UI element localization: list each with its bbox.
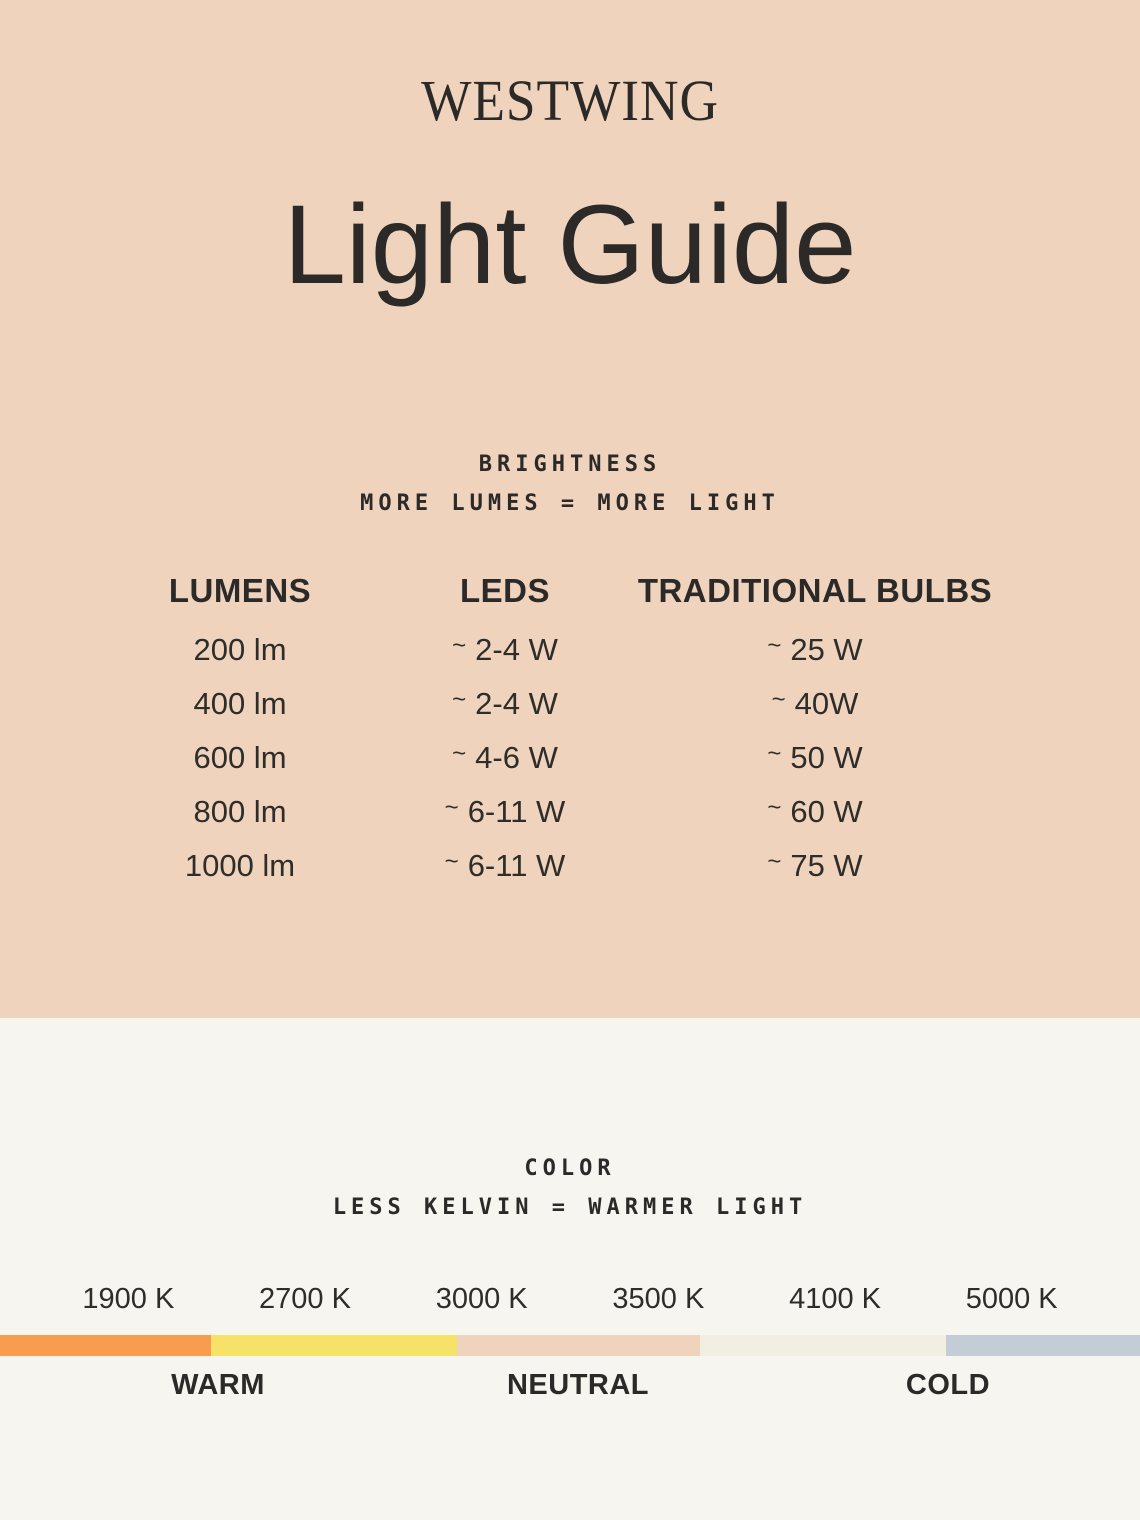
traditional-cell [630, 794, 1000, 830]
leds-value: 6-11 W [467, 794, 566, 830]
table-row [100, 731, 1000, 785]
brightness-subheading: MORE LUMES = MORE LIGHT [360, 491, 780, 517]
table-row [100, 785, 1000, 839]
column-header-lumens: LUMENS [168, 572, 312, 610]
swatch-cold-blue-gray [946, 1335, 1140, 1356]
kelvin-scale-labels [0, 1283, 1140, 1316]
leds-cell [380, 632, 630, 668]
kelvin-label: 3500 K [612, 1283, 705, 1315]
leds-cell [380, 794, 630, 830]
approx-tilde: ~ [452, 632, 467, 660]
kelvin-label: 4100 K [789, 1283, 881, 1315]
traditional-value: 75 W [790, 848, 863, 884]
approx-tilde: ~ [767, 794, 782, 822]
traditional-cell [630, 686, 1000, 722]
traditional-cell [630, 632, 1000, 668]
lumens-cell: 1000 lm [184, 848, 296, 884]
leds-value: 6-11 W [467, 848, 566, 884]
lumens-cell: 600 lm [193, 740, 287, 776]
leds-cell [380, 740, 630, 776]
color-temperature-section [0, 1018, 1140, 1520]
kelvin-label: 3000 K [435, 1283, 528, 1315]
approx-tilde: ~ [444, 794, 459, 822]
traditional-cell [630, 848, 1000, 884]
kelvin-label: 1900 K [82, 1283, 175, 1315]
neutral-label: NEUTRAL [506, 1369, 650, 1401]
approx-tilde: ~ [444, 848, 459, 876]
brightness-heading: BRIGHTNESS [478, 452, 662, 478]
westwing-logo: WESTWING [421, 68, 719, 133]
warm-label: WARM [171, 1369, 265, 1401]
lumens-cell: 400 lm [193, 686, 287, 722]
swatch-neutral-cream [700, 1335, 946, 1356]
table-header-row [100, 569, 1000, 613]
column-header-leds: LEDS [459, 572, 550, 610]
lumens-wattage-table [100, 569, 1000, 893]
color-heading: COLOR [524, 1156, 616, 1181]
traditional-value: 60 W [790, 794, 863, 830]
table-row [100, 839, 1000, 893]
leds-cell [380, 686, 630, 722]
table-row [100, 677, 1000, 731]
page-title: Light Guide [283, 182, 857, 307]
color-temperature-bar [0, 1335, 1140, 1356]
table-row [100, 623, 1000, 677]
lumens-cell: 800 lm [193, 794, 287, 830]
approx-tilde: ~ [452, 740, 467, 768]
leds-value: 2-4 W [475, 686, 558, 722]
table-body [100, 623, 1000, 893]
lumens-cell: 200 lm [193, 632, 287, 668]
swatch-warm-yellow [211, 1335, 457, 1356]
column-header-traditional-bulbs: TRADITIONAL BULBS [637, 572, 993, 610]
cold-label: COLD [905, 1369, 991, 1401]
swatch-neutral-peach [457, 1335, 700, 1356]
kelvin-label: 2700 K [259, 1283, 351, 1315]
leds-cell [380, 848, 630, 884]
traditional-value: 40W [794, 686, 859, 722]
traditional-value: 25 W [790, 632, 863, 668]
leds-value: 4-6 W [475, 740, 558, 776]
approx-tilde: ~ [452, 686, 467, 714]
approx-tilde: ~ [767, 740, 782, 768]
kelvin-label: 5000 K [965, 1283, 1058, 1315]
traditional-cell [630, 740, 1000, 776]
swatch-warm-orange [0, 1335, 211, 1356]
leds-value: 2-4 W [475, 632, 558, 668]
approx-tilde: ~ [771, 686, 786, 714]
color-subheading: LESS KELVIN = WARMER LIGHT [332, 1195, 808, 1220]
approx-tilde: ~ [767, 848, 782, 876]
approx-tilde: ~ [767, 632, 782, 660]
traditional-value: 50 W [790, 740, 863, 776]
